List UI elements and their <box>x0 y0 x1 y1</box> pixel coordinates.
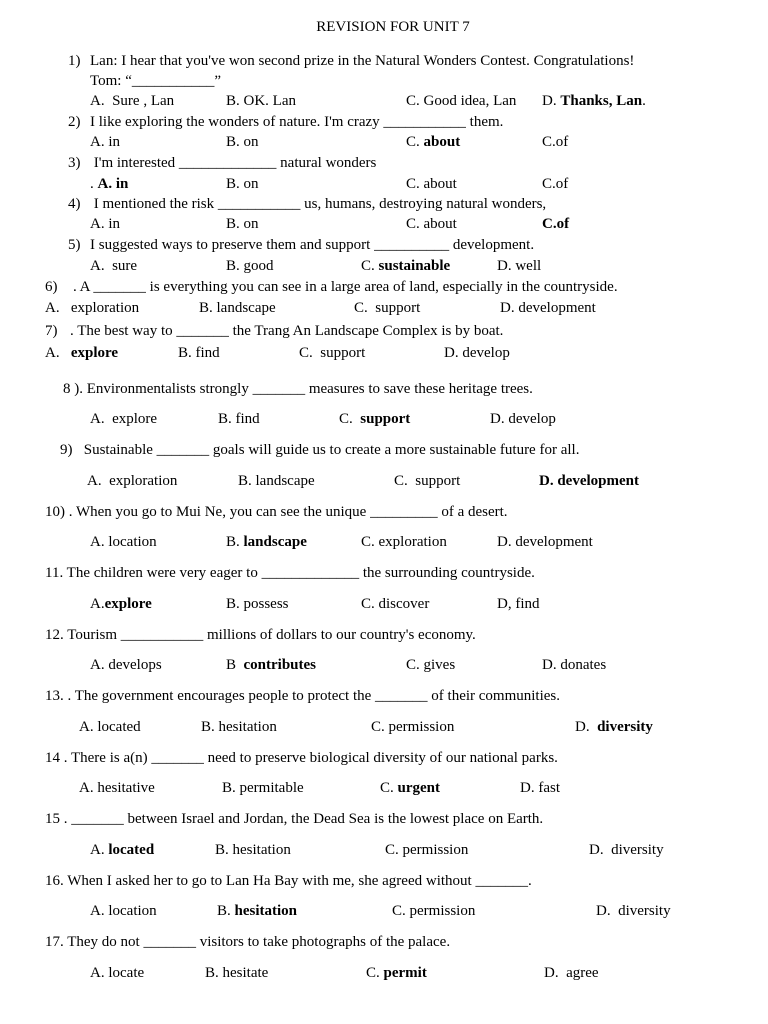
question-2-text: I like exploring the wonders of nature. I'm crazy ___________ them. <box>90 114 504 130</box>
question-12-option-b: B contributes <box>226 657 317 673</box>
question-14-option-a: A. hesitative <box>79 780 155 796</box>
question-5-option-c: C. sustainable <box>361 258 451 274</box>
question-11-text: 11. The children were very eager to _____________ the surrounding countryside. <box>45 565 535 581</box>
question-15-option-c: C. permission <box>385 842 469 858</box>
question-3-option-b: B. on <box>226 176 259 192</box>
answer-key: explore <box>70 345 119 361</box>
answer-key: contributes <box>243 657 317 673</box>
question-10-option-b: B. landscape <box>226 534 307 550</box>
answer-key: sustainable <box>378 258 451 274</box>
question-15-option-a: A. located <box>90 842 155 858</box>
question-4-text: I mentioned the risk ___________ us, humans, destroying natural wonders, <box>90 196 547 212</box>
question-6-option-b: B. landscape <box>199 300 276 316</box>
question-8-text: 8 ). Environmentalists strongly _______ measures to save these heritage trees. <box>63 381 533 397</box>
question-4-number: 4) <box>68 196 81 212</box>
page-title: REVISION FOR UNIT 7 <box>316 19 470 35</box>
question-1-option-b: B. OK. Lan <box>226 93 296 109</box>
question-17-option-d: D. agree <box>544 965 599 981</box>
question-2-option-b: B. on <box>226 134 259 150</box>
question-8-option-b: B. find <box>218 411 260 427</box>
answer-key: support <box>360 411 411 427</box>
answer-key: A. in <box>97 176 129 192</box>
question-13-option-a: A. located <box>79 719 141 735</box>
question-15-option-b: B. hesitation <box>215 842 291 858</box>
question-16-option-d: D. diversity <box>596 903 671 919</box>
question-11-option-d: D, find <box>497 596 540 612</box>
question-17-option-c: C. permit <box>366 965 427 981</box>
question-5-option-d: D. well <box>497 258 542 274</box>
question-7-option-d: D. develop <box>444 345 510 361</box>
question-12-option-d: D. donates <box>542 657 607 673</box>
question-8-option-c: C. support <box>339 411 411 427</box>
question-9-option-c: C. support <box>394 473 461 489</box>
question-15-text: 15 . _______ between Israel and Jordan, the Dead Sea is the lowest place on Earth. <box>45 811 544 827</box>
question-13-text: 13. . The government encourages people to protect the _______ of their communities. <box>45 688 561 704</box>
question-3-number: 3) <box>68 155 81 171</box>
question-6-option-c: C. support <box>354 300 421 316</box>
question-2-number: 2) <box>68 114 81 130</box>
answer-key: diversity <box>597 719 653 735</box>
question-7-number: 7) <box>45 323 58 339</box>
question-5-option-a: A. sure <box>90 258 138 274</box>
question-16-option-a: A. location <box>90 903 157 919</box>
question-16-text: 16. When I asked her to go to Lan Ha Bay with me, she agreed without _______. <box>45 873 532 889</box>
question-16-option-b: B. hesitation <box>217 903 298 919</box>
question-6-option-d: D. development <box>500 300 596 316</box>
question-3-text: I'm interested _____________ natural wonders <box>90 155 377 171</box>
question-6-number: 6) <box>45 279 58 295</box>
question-7-option-c: C. support <box>299 345 366 361</box>
question-13-option-b: B. hesitation <box>201 719 277 735</box>
question-1-number: 1) <box>68 53 81 69</box>
question-1-option-d: D. Thanks, Lan. <box>542 93 646 109</box>
question-7-option-b: B. find <box>178 345 220 361</box>
question-7-text: . The best way to _______ the Trang An Landscape Complex is by boat. <box>70 323 504 339</box>
answer-key: urgent <box>397 780 441 796</box>
question-10-option-a: A. location <box>90 534 157 550</box>
question-17-option-a: A. locate <box>90 965 145 981</box>
question-1-text: Lan: I hear that you've won second prize in the Natural Wonders Contest. Congratulations! <box>90 53 635 69</box>
question-3-option-c: C. about <box>406 176 457 192</box>
answer-key: located <box>108 842 155 858</box>
question-4-option-b: B. on <box>226 216 259 232</box>
answer-key: about <box>423 134 461 150</box>
question-13-option-d: D. diversity <box>575 719 653 735</box>
question-4-option-c: C. about <box>406 216 457 232</box>
question-6-text: . A _______ is everything you can see in a large area of land, especially in the countryside. <box>73 279 618 295</box>
question-2-option-c: C. about <box>406 134 461 150</box>
question-12-text: 12. Tourism ___________ millions of dollars to our country's economy. <box>45 627 476 643</box>
question-14-option-b: B. permitable <box>222 780 304 796</box>
question-10-text: 10) . When you go to Mui Ne, you can see the unique _________ of a desert. <box>45 504 508 520</box>
answer-key: landscape <box>243 534 307 550</box>
question-9-option-b: B. landscape <box>238 473 315 489</box>
question-7-option-a: A. explore <box>45 345 119 361</box>
question-4-option-a: A. in <box>90 216 120 232</box>
question-2-option-d: C.of <box>542 134 569 150</box>
question-3-option-a: . A. in <box>90 176 129 192</box>
question-9-text: 9) Sustainable _______ goals will guide us to create a more sustainable future for all. <box>60 442 580 458</box>
question-17-text: 17. They do not _______ visitors to take photographs of the palace. <box>45 934 451 950</box>
question-12-option-a: A. develops <box>90 657 162 673</box>
question-17-option-b: B. hesitate <box>205 965 269 981</box>
question-8-option-a: A. explore <box>90 411 158 427</box>
question-9-option-d: D. development <box>539 473 639 489</box>
question-11-option-c: C. discover <box>361 596 430 612</box>
answer-key: explore <box>104 596 152 612</box>
question-15-option-d: D. diversity <box>589 842 664 858</box>
question-6-option-a: A. exploration <box>45 300 140 316</box>
question-5-text: I suggested ways to preserve them and support __________ development. <box>90 237 535 253</box>
question-11-option-b: B. possess <box>226 596 289 612</box>
question-5-number: 5) <box>68 237 81 253</box>
question-16-option-c: C. permission <box>392 903 476 919</box>
question-14-text: 14 . There is a(n) _______ need to preserve biological diversity of our national parks. <box>45 750 558 766</box>
question-10-option-d: D. development <box>497 534 593 550</box>
question-8-option-d: D. develop <box>490 411 556 427</box>
question-12-option-c: C. gives <box>406 657 456 673</box>
question-4-option-d: C.of <box>542 216 570 232</box>
question-1-option-c: C. Good idea, Lan <box>406 93 517 109</box>
question-1-dialogue: Tom: “___________” <box>90 73 222 89</box>
question-14-option-c: C. urgent <box>380 780 441 796</box>
answer-key: hesitation <box>234 903 298 919</box>
answer-key: Thanks, Lan <box>560 93 643 109</box>
answer-key: permit <box>383 965 427 981</box>
question-9-option-a: A. exploration <box>87 473 178 489</box>
question-14-option-d: D. fast <box>520 780 560 796</box>
question-10-option-c: C. exploration <box>361 534 447 550</box>
question-13-option-c: C. permission <box>371 719 455 735</box>
question-11-option-a: A.explore <box>90 596 152 612</box>
question-1-option-a: A. Sure , Lan <box>90 93 175 109</box>
question-2-option-a: A. in <box>90 134 120 150</box>
question-5-option-b: B. good <box>226 258 274 274</box>
question-3-option-d: C.of <box>542 176 569 192</box>
